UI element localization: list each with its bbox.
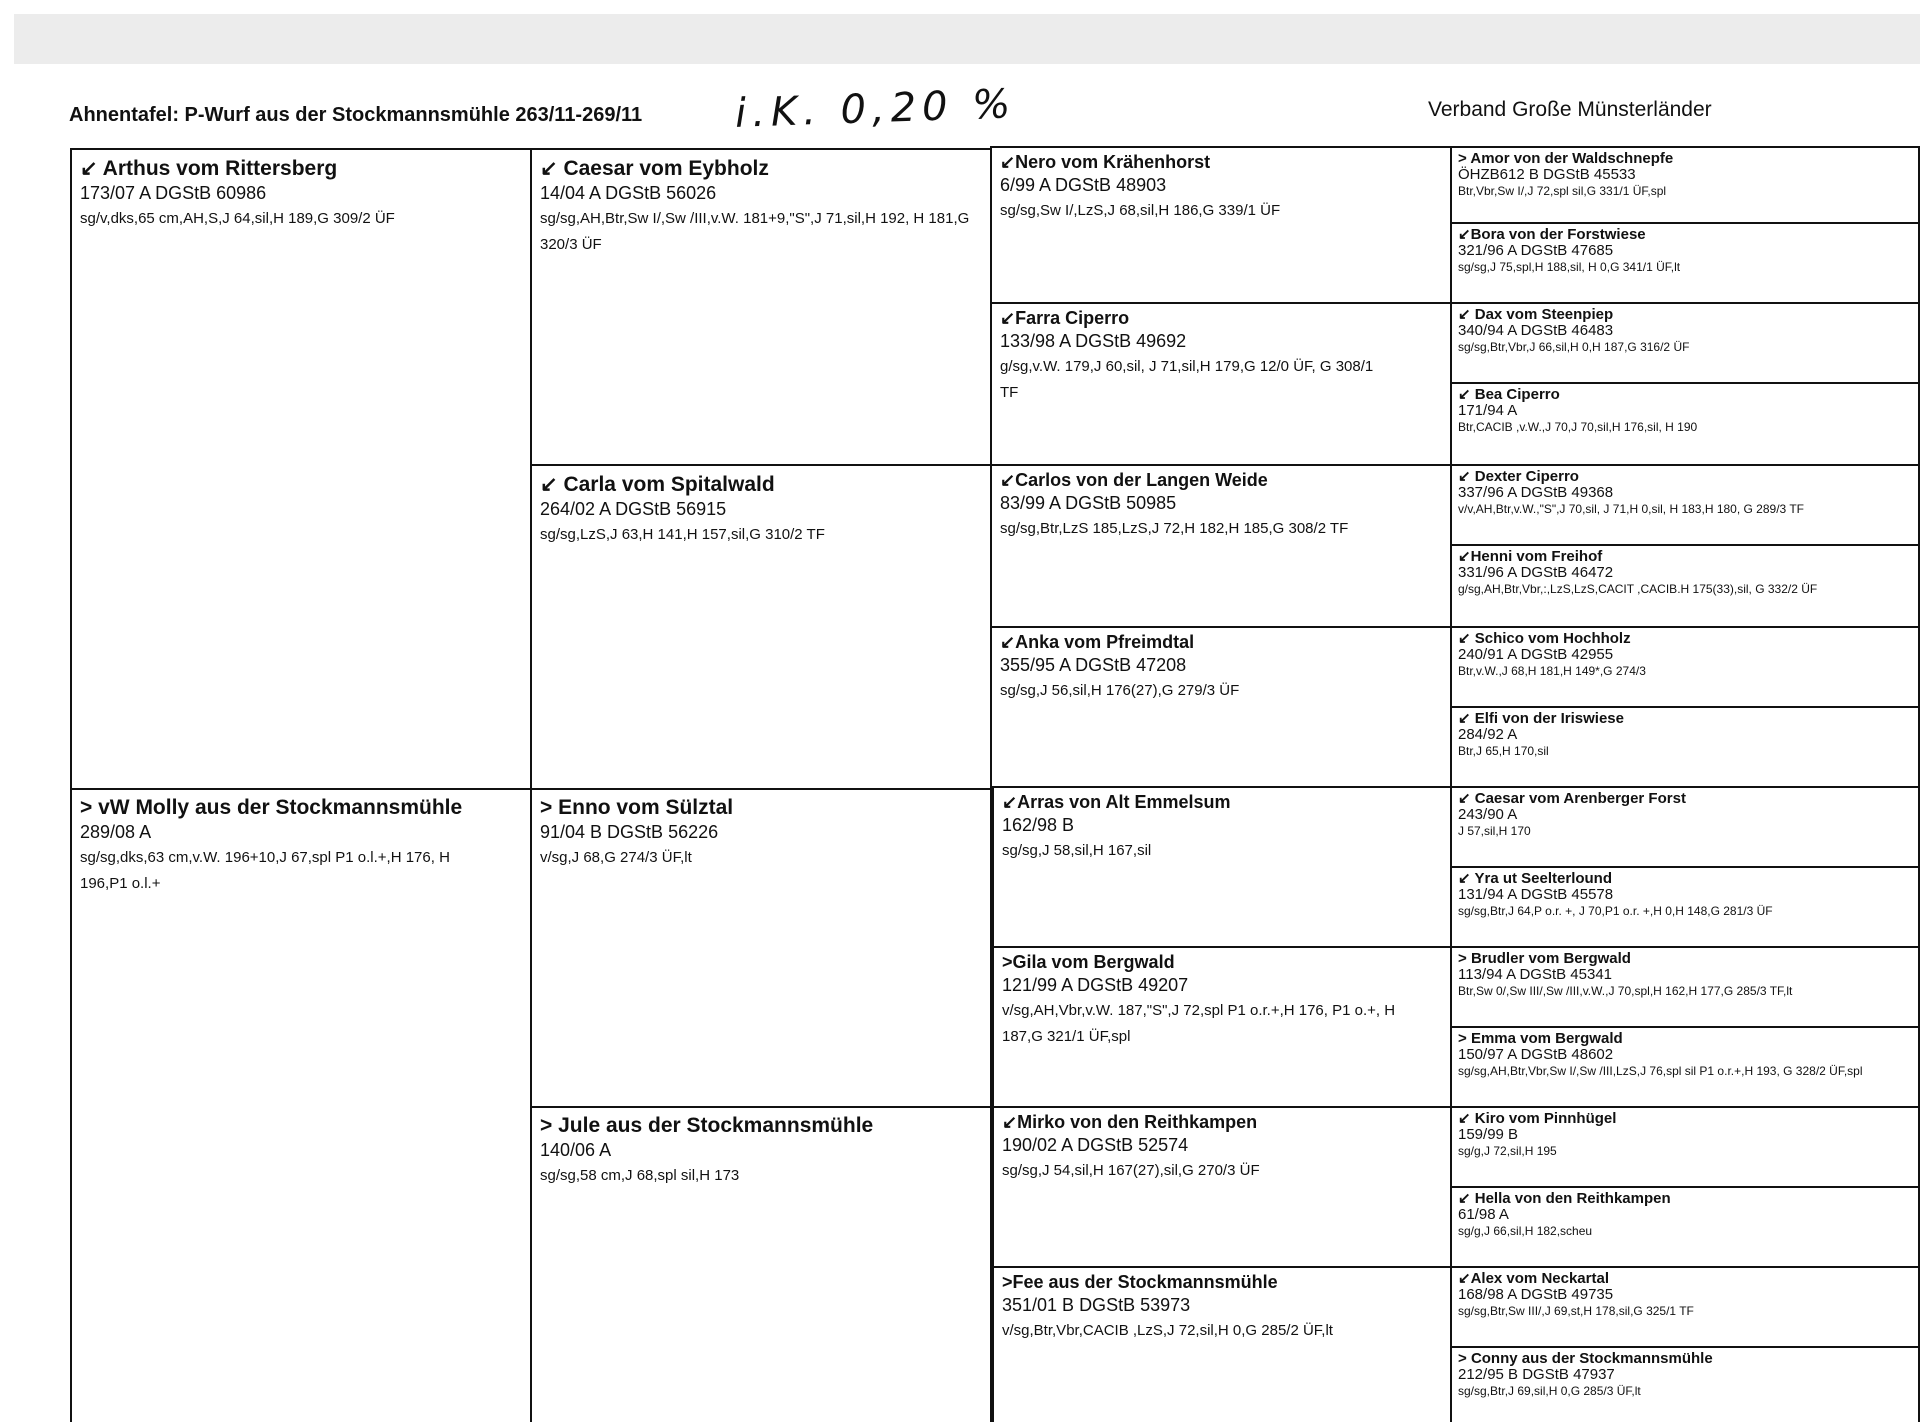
pedigree-gen4-1 <box>1450 146 1920 224</box>
pedigree-gen3-8 <box>992 1266 1452 1422</box>
scan-shadow-band <box>14 14 1920 64</box>
results: sg/sg,AH,Btr,Vbr,Sw I/,Sw /III,LzS,J 76,spl sil P1 o.r.+,H 193, G 328/2 ÜF,spl <box>1458 1064 1863 1078</box>
dog-name: > Enno vom Sülztal <box>540 796 734 819</box>
registration: 159/99 B <box>1458 1126 1519 1143</box>
scan-border-top <box>0 0 1920 14</box>
dog-name: ↙ Elfi von der Iriswiese <box>1458 710 1624 727</box>
sex-mark: > <box>1458 1350 1467 1367</box>
dog-name: ↙ Schico vom Hochholz <box>1458 630 1631 647</box>
results: Btr,Vbr,Sw I/,J 72,spl sil,G 331/1 ÜF,spl <box>1458 184 1667 198</box>
pedigree-gen4-9 <box>1450 786 1920 868</box>
sex-mark: > <box>540 1114 553 1137</box>
pedigree-gen3-2 <box>990 302 1452 466</box>
sex-mark: > <box>1002 952 1013 972</box>
results: Btr,CACIB ,v.W.,J 70,J 70,sil,H 176,sil, H 190 <box>1458 420 1698 434</box>
pedigree-gen4-2 <box>1450 222 1920 304</box>
registration: 351/01 B DGStB 53973 <box>1002 1295 1191 1315</box>
dog-name: ↙ Dax vom Steenpiep <box>1458 306 1614 323</box>
dog-name: >Fee aus der Stockmannsmühle <box>1002 1272 1278 1292</box>
sex-mark: ↙ <box>1458 1190 1471 1207</box>
dog-name: > Brudler vom Bergwald <box>1458 950 1631 967</box>
sex-mark: ↙ <box>540 473 558 496</box>
pedigree-gen3-6 <box>992 946 1452 1108</box>
pedigree-gen4-6 <box>1450 544 1920 628</box>
pedigree-gen4-8 <box>1450 706 1920 790</box>
dog-name: ↙Henni vom Freihof <box>1458 548 1603 565</box>
results: sg/g,J 72,sil,H 195 <box>1458 1144 1557 1158</box>
sex-mark: > <box>80 796 93 819</box>
registration: 14/04 A DGStB 56026 <box>540 183 717 203</box>
results: v/sg,Btr,Vbr,CACIB ,LzS,J 72,sil,H 0,G 285/2 ÜF,lt <box>1002 1322 1333 1339</box>
results: sg/sg,Btr,LzS 185,LzS,J 72,H 182,H 185,G 308/2 TF <box>1000 520 1349 537</box>
dog-name: ↙ Dexter Ciperro <box>1458 468 1579 485</box>
dog-name: ↙Alex vom Neckartal <box>1458 1270 1609 1287</box>
registration: 264/02 A DGStB 56915 <box>540 499 727 519</box>
pedigree-sire <box>70 148 532 790</box>
sex-mark: ↙ <box>1000 308 1016 328</box>
results: sg/sg,Btr,J 64,P o.r. +, J 70,P1 o.r. +,H 0,H 148,G 281/3 ÜF <box>1458 904 1773 918</box>
dog-name: ↙ Hella von den Reithkampen <box>1458 1190 1671 1207</box>
registration: 190/02 A DGStB 52574 <box>1002 1135 1189 1155</box>
sex-mark: ↙ <box>1458 1110 1471 1127</box>
registration: 140/06 A <box>540 1140 612 1160</box>
results: J 57,sil,H 170 <box>1458 824 1531 838</box>
results: v/v,AH,Btr,v.W.,"S",J 70,sil, J 71,H 0,sil, H 183,H 180, G 289/3 TF <box>1458 502 1804 516</box>
pedigree-gen4-3 <box>1450 302 1920 384</box>
sex-mark: ↙ <box>1458 790 1471 807</box>
registration: ÖHZB612 B DGStB 45533 <box>1458 166 1636 183</box>
pedigree-sire-dam <box>530 464 992 790</box>
pedigree-gen3-7 <box>992 1106 1452 1268</box>
registration: 171/94 A <box>1458 402 1518 419</box>
dog-name: ↙ Caesar vom Arenberger Forst <box>1458 790 1686 807</box>
dog-name: ↙Arras von Alt Emmelsum <box>1002 792 1231 812</box>
pedigree-dam-dam <box>530 1106 992 1422</box>
results: v/sg,AH,Vbr,v.W. 187,"S",J 72,spl P1 o.r.+,H 176, P1 o.+, H 187,G 321/1 ÜF,spl <box>1002 1002 1396 1045</box>
sex-mark: ↙ <box>80 157 98 180</box>
pedigree-dam <box>70 788 532 1422</box>
dog-name: > Amor von der Waldschnepfe <box>1458 150 1674 167</box>
registration: 212/95 B DGStB 47937 <box>1458 1366 1615 1383</box>
registration: 150/97 A DGStB 48602 <box>1458 1046 1614 1063</box>
results: Btr,Sw 0/,Sw III/,Sw /III,v.W.,J 70,spl,H 162,H 177,G 285/3 TF,lt <box>1458 984 1793 998</box>
registration: 91/04 B DGStB 56226 <box>540 822 719 842</box>
organization-name: Verband Große Münsterländer <box>1428 98 1712 121</box>
results: sg/sg,Btr,Sw III/,J 69,st,H 178,sil,G 325/1 TF <box>1458 1304 1694 1318</box>
sex-mark: ↙ <box>1000 632 1016 652</box>
pedigree-dam-sire <box>530 788 992 1108</box>
registration: 340/94 A DGStB 46483 <box>1458 322 1614 339</box>
sex-mark: > <box>1458 1030 1467 1047</box>
dog-name: > Jule aus der Stockmannsmühle <box>540 1114 874 1137</box>
results: Btr,v.W.,J 68,H 181,H 149*,G 274/3 <box>1458 664 1646 678</box>
dog-name: ↙ Caesar vom Eybholz <box>540 157 769 180</box>
dog-name: ↙ Arthus vom Rittersberg <box>80 157 338 180</box>
results: sg/sg,Btr,J 69,sil,H 0,G 285/3 ÜF,lt <box>1458 1384 1641 1398</box>
sex-mark: ↙ <box>1458 630 1471 647</box>
results: sg/sg,J 54,sil,H 167(27),sil,G 270/3 ÜF <box>1002 1162 1260 1179</box>
registration: 337/96 A DGStB 49368 <box>1458 484 1614 501</box>
pedigree-gen3-1 <box>990 146 1452 304</box>
pedigree-gen4-4 <box>1450 382 1920 466</box>
registration: 240/91 A DGStB 42955 <box>1458 646 1614 663</box>
registration: 243/90 A <box>1458 806 1518 823</box>
pedigree-gen4-10 <box>1450 866 1920 948</box>
sex-mark: ↙ <box>1458 870 1471 887</box>
dog-name: ↙Nero vom Krähenhorst <box>1000 152 1211 172</box>
pedigree-gen4-13 <box>1450 1106 1920 1188</box>
results: sg/sg,J 58,sil,H 167,sil <box>1002 842 1152 859</box>
registration: 355/95 A DGStB 47208 <box>1000 655 1187 675</box>
registration: 121/99 A DGStB 49207 <box>1002 975 1189 995</box>
registration: 83/99 A DGStB 50985 <box>1000 493 1177 513</box>
sex-mark: ↙ <box>1000 152 1016 172</box>
registration: 284/92 A <box>1458 726 1518 743</box>
handwritten-note: i.K. 0,20 % <box>734 81 1017 137</box>
dog-name: > Conny aus der Stockmannsmühle <box>1458 1350 1713 1367</box>
pedigree-gen4-7 <box>1450 626 1920 708</box>
dog-name: >Gila vom Bergwald <box>1002 952 1175 972</box>
registration: 168/98 A DGStB 49735 <box>1458 1286 1614 1303</box>
results: g/sg,AH,Btr,Vbr,:,LzS,LzS,CACIT ,CACIB.H 175(33),sil, G 332/2 ÜF <box>1458 582 1818 596</box>
sex-mark: ↙ <box>1002 1112 1018 1132</box>
registration: 6/99 A DGStB 48903 <box>1000 175 1167 195</box>
registration: 133/98 A DGStB 49692 <box>1000 331 1187 351</box>
scan-border-left <box>0 14 14 1422</box>
results: sg/sg,dks,63 cm,v.W. 196+10,J 67,spl P1 o.l.+,H 176, H 196,P1 o.l.+ <box>80 849 450 892</box>
registration: 61/98 A <box>1458 1206 1509 1223</box>
results: sg/sg,J 56,sil,H 176(27),G 279/3 ÜF <box>1000 682 1240 699</box>
sex-mark: > <box>540 796 553 819</box>
pedigree-gen3-4 <box>990 626 1452 790</box>
sex-mark: > <box>1458 150 1467 167</box>
sex-mark: ↙ <box>1458 548 1471 565</box>
results: v/sg,J 68,G 274/3 ÜF,lt <box>540 849 692 866</box>
sex-mark: ↙ <box>540 157 558 180</box>
sex-mark: ↙ <box>1458 710 1471 727</box>
sex-mark: ↙ <box>1458 1270 1471 1287</box>
sex-mark: ↙ <box>1000 470 1016 490</box>
results: Btr,J 65,H 170,sil <box>1458 744 1549 758</box>
sex-mark: ↙ <box>1002 792 1018 812</box>
registration: 162/98 B <box>1002 815 1075 835</box>
page-title: Ahnentafel: P-Wurf aus der Stockmannsmühle 263/11-269/11 <box>69 104 643 126</box>
dog-name: ↙Mirko von den Reithkampen <box>1002 1112 1258 1132</box>
dog-name: ↙Bora von der Forstwiese <box>1458 226 1646 243</box>
sex-mark: ↙ <box>1458 306 1471 323</box>
results: sg/sg,Btr,Vbr,J 66,sil,H 0,H 187,G 316/2 ÜF <box>1458 340 1690 354</box>
results: sg/sg,58 cm,J 68,spl sil,H 173 <box>540 1167 740 1184</box>
dog-name: ↙ Bea Ciperro <box>1458 386 1560 403</box>
results: g/sg,v.W. 179,J 60,sil, J 71,sil,H 179,G 12/0 ÜF, G 308/1 TF <box>1000 358 1374 401</box>
pedigree-gen4-5 <box>1450 464 1920 546</box>
dog-name: ↙ Yra ut Seelterlound <box>1458 870 1613 887</box>
results: sg/g,J 66,sil,H 182,scheu <box>1458 1224 1593 1238</box>
registration: 331/96 A DGStB 46472 <box>1458 564 1614 581</box>
pedigree-gen4-14 <box>1450 1186 1920 1268</box>
results: sg/sg,J 75,spl,H 188,sil, H 0,G 341/1 ÜF,lt <box>1458 260 1681 274</box>
dog-name: ↙ Carla vom Spitalwald <box>540 473 775 496</box>
dog-name: ↙Farra Ciperro <box>1000 308 1130 328</box>
sex-mark: > <box>1002 1272 1013 1292</box>
results: sg/sg,Sw I/,LzS,J 68,sil,H 186,G 339/1 ÜF <box>1000 202 1281 219</box>
pedigree-gen4-15 <box>1450 1266 1920 1348</box>
results: sg/v,dks,65 cm,AH,S,J 64,sil,H 189,G 309/2 ÜF <box>80 210 395 227</box>
registration: 173/07 A DGStB 60986 <box>80 183 267 203</box>
pedigree-gen3-5 <box>992 786 1452 948</box>
dog-name: ↙Carlos von der Langen Weide <box>1000 470 1268 490</box>
sex-mark: ↙ <box>1458 386 1471 403</box>
pedigree-gen4-12 <box>1450 1026 1920 1108</box>
registration: 113/94 A DGStB 45341 <box>1458 966 1613 983</box>
dog-name: ↙Anka vom Pfreimdtal <box>1000 632 1195 652</box>
pedigree-gen3-3 <box>990 464 1452 628</box>
pedigree-sire-sire <box>530 148 992 466</box>
sex-mark: > <box>1458 950 1467 967</box>
dog-name: > Emma vom Bergwald <box>1458 1030 1623 1047</box>
pedigree-gen4-11 <box>1450 946 1920 1028</box>
sex-mark: ↙ <box>1458 226 1471 243</box>
results: sg/sg,LzS,J 63,H 141,H 157,sil,G 310/2 TF <box>540 526 825 543</box>
registration: 321/96 A DGStB 47685 <box>1458 242 1614 259</box>
registration: 289/08 A <box>80 822 152 842</box>
results: sg/sg,AH,Btr,Sw I/,Sw /III,v.W. 181+9,"S",J 71,sil,H 192, H 181,G 320/3 ÜF <box>540 210 970 253</box>
dog-name: > vW Molly aus der Stockmannsmühle <box>80 796 463 819</box>
registration: 131/94 A DGStB 45578 <box>1458 886 1614 903</box>
dog-name: ↙ Kiro vom Pinnhügel <box>1458 1110 1617 1127</box>
pedigree-gen4-16 <box>1450 1346 1920 1422</box>
sex-mark: ↙ <box>1458 468 1471 485</box>
